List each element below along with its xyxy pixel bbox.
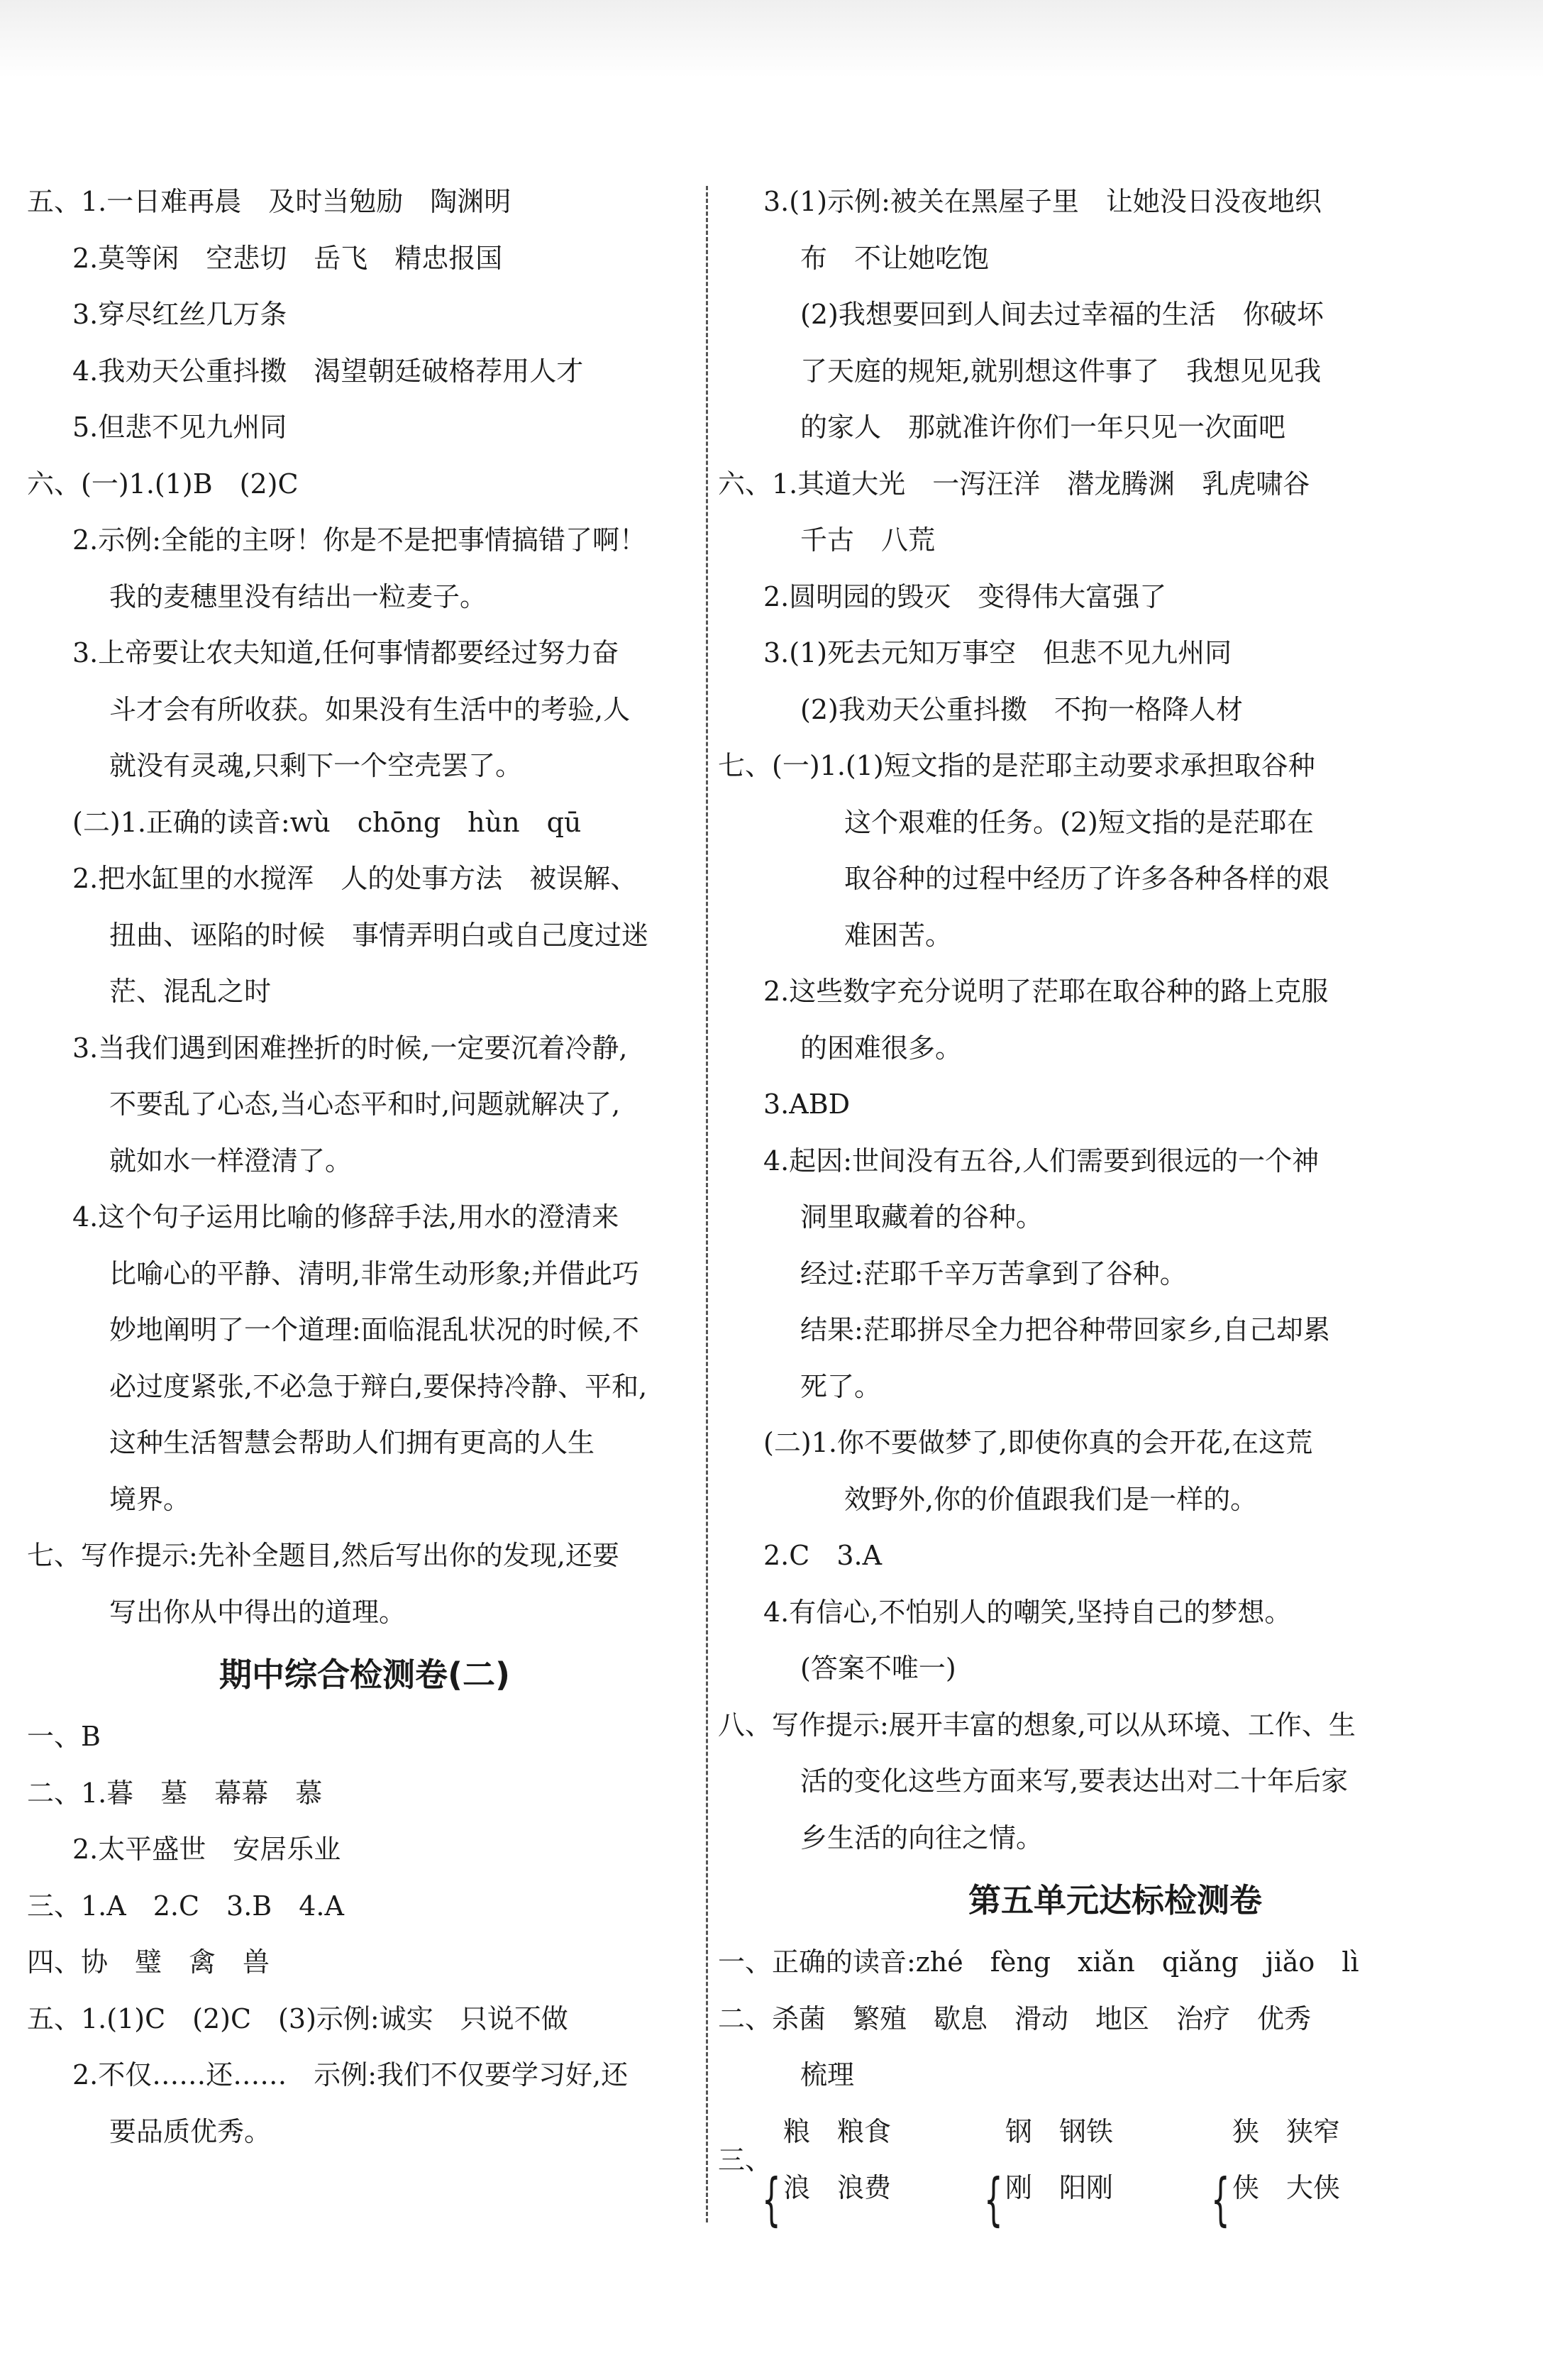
answer-line: 比喻心的平静、清明,非常生动形象;并借此巧 xyxy=(109,1257,639,1289)
answer-line: 2.圆明园的毁灭 变得伟大富强了 xyxy=(763,580,1167,612)
answer-line: 境界。 xyxy=(109,1483,191,1515)
answer-line: 这种生活智慧会帮助人们拥有更高的人生 xyxy=(109,1427,595,1458)
section-heading-midterm: 期中综合检测卷(二) xyxy=(219,1655,511,1694)
brace-3: { xyxy=(1211,2166,1230,2232)
brace-1: { xyxy=(762,2166,781,2232)
answer-line: 妙地阐明了一个道理:面临混乱状况的时候,不 xyxy=(109,1314,639,1345)
section-heading-unit5: 第五单元达标检测卷 xyxy=(968,1881,1262,1919)
answer-line: (答案不唯一) xyxy=(800,1653,956,1684)
left-answers-part1 xyxy=(27,174,702,1641)
answer-line: 八、写作提示:展开丰富的想象,可以从环境、工作、生 xyxy=(718,1709,1356,1741)
bracket-label: 三、 xyxy=(718,2144,773,2176)
answer-line: 四、协 璧 禽 兽 xyxy=(27,1946,270,1978)
answer-line: 3.(1)死去元知万事空 但悲不见九州同 xyxy=(763,637,1232,668)
answer-line: 扭曲、诬陷的时候 事情弄明白或自己度过迷 xyxy=(109,919,649,951)
answer-line: 的家人 那就准许你们一年只见一次面吧 xyxy=(800,412,1286,443)
answer-line: (二)1.你不要做梦了,即使你真的会开花,在这荒 xyxy=(763,1427,1313,1458)
answer-line: 了天庭的规矩,就别想这件事了 我想见见我 xyxy=(800,355,1322,387)
answer-line: 结果:茫耶拼尽全力把谷种带回家乡,自己却累 xyxy=(800,1314,1330,1345)
answer-line: 七、(一)1.(1)短文指的是茫耶主动要求承担取谷种 xyxy=(718,750,1315,781)
answer-line: 2.莫等闲 空悲切 岳飞 精忠报国 xyxy=(72,242,503,274)
column-divider xyxy=(706,186,708,2222)
answer-line: 3.ABD xyxy=(763,1089,851,1120)
bracket-item: 钢 钢铁 xyxy=(1005,2115,1114,2147)
answer-line: 六、1.其道大光 一泻汪洋 潜龙腾渊 乳虎啸谷 xyxy=(718,468,1310,500)
right-column xyxy=(718,174,1512,2232)
answer-line: 2.C 3.A xyxy=(763,1540,883,1571)
answer-line: 经过:茫耶千辛万苦拿到了谷种。 xyxy=(800,1257,1187,1289)
answer-line: 六、(一)1.(1)B (2)C xyxy=(27,468,299,500)
answer-line: 3.当我们遇到困难挫折的时候,一定要沉着冷静, xyxy=(72,1032,628,1064)
answer-line: 梳理 xyxy=(800,2059,855,2090)
answer-line: 三、1.A 2.C 3.B 4.A xyxy=(27,1890,344,1922)
answer-line: 4.有信心,不怕别人的嘲笑,坚持自己的梦想。 xyxy=(763,1596,1292,1628)
answer-line: 五、1.(1)C (2)C (3)示例:诚实 只说不做 xyxy=(27,2002,568,2034)
answer-line: 难困苦。 xyxy=(844,919,953,951)
left-answers-part2 xyxy=(27,1709,702,2160)
right-answers-part1 xyxy=(718,174,1512,1866)
answer-line: 茫、混乱之时 xyxy=(109,976,272,1007)
answer-line: 布 不让她吃饱 xyxy=(800,242,990,274)
answer-line: 不要乱了心态,当心态平和时,问题就解决了, xyxy=(109,1089,621,1120)
answer-line: 一、B xyxy=(27,1721,101,1752)
answer-line: 一、正确的读音:zhé fèng xiǎn qiǎng jiǎo lì xyxy=(718,1946,1359,1978)
brace-2: { xyxy=(984,2166,1003,2232)
answer-line: 4.起因:世间没有五谷,人们需要到很远的一个神 xyxy=(763,1145,1320,1177)
answer-line: 2.太平盛世 安居乐业 xyxy=(72,1834,341,1865)
bracket-item: 浪 浪费 xyxy=(783,2171,892,2203)
answer-line: 4.这个句子运用比喻的修辞手法,用水的澄清来 xyxy=(72,1201,619,1233)
answer-line: 活的变化这些方面来写,要表达出对二十年后家 xyxy=(800,1765,1349,1797)
answer-line: 效野外,你的价值跟我们是一样的。 xyxy=(844,1483,1258,1515)
answer-line: 二、1.暮 墓 幕幕 慕 xyxy=(27,1777,323,1809)
bracket-item: 狭 狭窄 xyxy=(1232,2115,1341,2147)
answer-line: 七、写作提示:先补全题目,然后写出你的发现,还要 xyxy=(27,1540,619,1571)
answer-line: 就如水一样澄清了。 xyxy=(109,1145,353,1177)
answer-line: 2.不仅……还…… 示例:我们不仅要学习好,还 xyxy=(72,2059,629,2090)
answer-line: 要品质优秀。 xyxy=(109,2115,272,2147)
answer-line: 二、杀菌 繁殖 歇息 滑动 地区 治疗 优秀 xyxy=(718,2002,1312,2034)
answer-line: (2)我劝天公重抖擞 不拘一格降人材 xyxy=(800,693,1243,725)
bracket-item: 侠 大侠 xyxy=(1232,2171,1341,2203)
bracket-answer-group xyxy=(718,2104,1512,2232)
answer-line: 必过度紧张,不必急于辩白,要保持冷静、平和, xyxy=(109,1370,648,1402)
right-answers-part2 xyxy=(718,1934,1512,2104)
page-top-shade xyxy=(0,0,1543,78)
answer-line: 就没有灵魂,只剩下一个空壳罢了。 xyxy=(109,750,523,781)
answer-line: 3.上帝要让农夫知道,任何事情都要经过努力奋 xyxy=(72,637,619,668)
answer-line: 3.(1)示例:被关在黑屋子里 让她没日没夜地织 xyxy=(763,186,1322,217)
bracket-item: 刚 阳刚 xyxy=(1005,2171,1114,2203)
answer-line: 斗才会有所收获。如果没有生活中的考验,人 xyxy=(109,693,631,725)
answer-line: (二)1.正确的读音:wù chōng hùn qū xyxy=(72,806,582,838)
answer-line: 千古 八荒 xyxy=(800,524,936,556)
answer-line: 的困难很多。 xyxy=(800,1032,963,1064)
answer-line: 我的麦穗里没有结出一粒麦子。 xyxy=(109,580,487,612)
answer-line: 写出你从中得出的道理。 xyxy=(109,1596,407,1628)
answer-line: 5.但悲不见九州同 xyxy=(72,412,287,443)
answer-line: 4.我劝天公重抖擞 渴望朝廷破格荐用人才 xyxy=(72,355,584,387)
answer-line: 取谷种的过程中经历了许多各种各样的艰 xyxy=(844,863,1330,894)
answer-line: 2.示例:全能的主呀！你是不是把事情搞错了啊！ xyxy=(72,524,647,556)
answer-line: 2.这些数字充分说明了茫耶在取谷种的路上克服 xyxy=(763,976,1329,1007)
answer-line: 洞里取藏着的谷种。 xyxy=(800,1201,1044,1233)
answer-line: 五、1.一日难再晨 及时当勉励 陶渊明 xyxy=(27,186,511,217)
answer-line: 3.穿尽红丝几万条 xyxy=(72,299,287,330)
answer-line: 2.把水缸里的水搅浑 人的处事方法 被误解、 xyxy=(72,863,638,894)
bracket-item: 粮 粮食 xyxy=(783,2115,892,2147)
left-column xyxy=(27,174,702,2160)
answer-line: (2)我想要回到人间去过幸福的生活 你破坏 xyxy=(800,299,1324,330)
answer-line: 死了。 xyxy=(800,1370,882,1402)
answer-line: 这个艰难的任务。(2)短文指的是茫耶在 xyxy=(844,806,1314,838)
answer-line: 乡生活的向往之情。 xyxy=(800,1822,1044,1853)
